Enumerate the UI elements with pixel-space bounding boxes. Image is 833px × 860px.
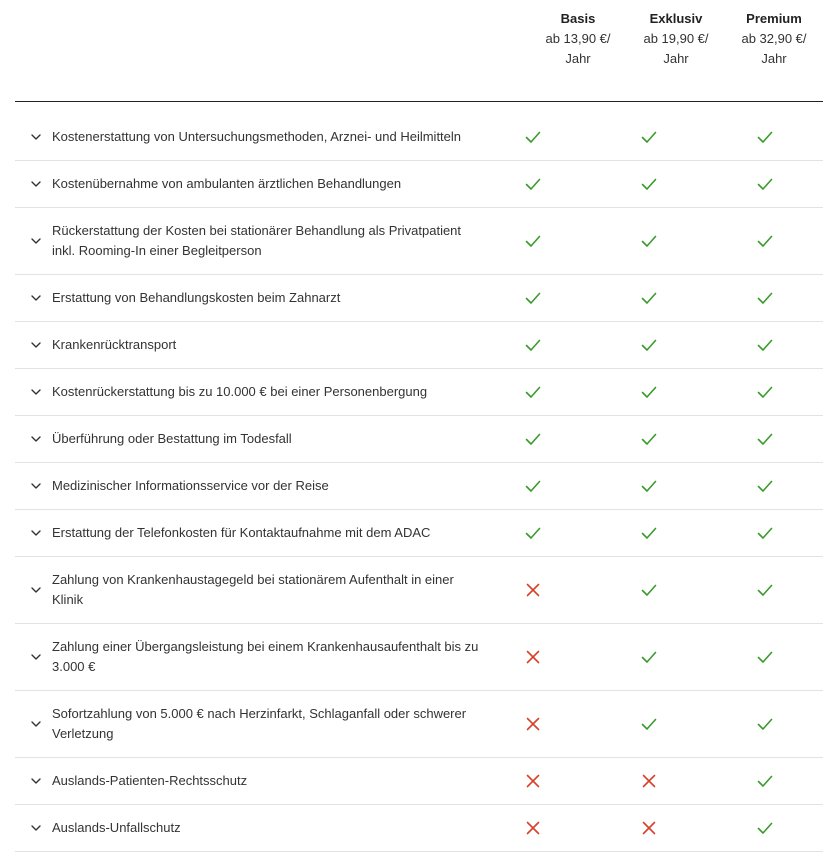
check-icon	[756, 128, 774, 146]
check-icon	[640, 232, 658, 250]
check-icon	[640, 477, 658, 495]
feature-row[interactable]	[15, 114, 823, 161]
feature-row[interactable]	[15, 416, 823, 463]
check-icon	[640, 175, 658, 193]
check-icon	[756, 336, 774, 354]
feature-label: Zahlung von Krankenhaustagegeld bei stationärem Aufenthalt in einer Klinik	[52, 572, 454, 607]
plan-price: ab 32,90 €/	[741, 31, 807, 46]
check-icon	[524, 289, 542, 307]
check-icon	[640, 715, 658, 733]
check-icon	[756, 524, 774, 542]
plan-price: ab 19,90 €/	[643, 31, 709, 46]
feature-label: Erstattung von Behandlungskosten beim Zahnarzt	[52, 290, 341, 305]
chevron-down-icon[interactable]	[29, 821, 43, 835]
check-icon	[524, 383, 542, 401]
feature-row[interactable]	[15, 369, 823, 416]
check-icon	[756, 819, 774, 837]
feature-label: Kostenrückerstattung bis zu 10.000 € bei einer Personenbergung	[52, 384, 428, 399]
check-icon	[524, 477, 542, 495]
plan-name: Exklusiv	[649, 11, 703, 26]
feature-label: Auslands-Unfallschutz	[52, 820, 181, 835]
check-icon	[640, 383, 658, 401]
comparison-header	[15, 0, 823, 102]
chevron-down-icon[interactable]	[29, 338, 43, 352]
check-icon	[640, 430, 658, 448]
feature-row[interactable]	[15, 758, 823, 805]
check-icon	[640, 289, 658, 307]
cross-icon	[640, 772, 658, 790]
check-icon	[524, 336, 542, 354]
feature-row[interactable]	[15, 805, 823, 852]
feature-label: Erstattung der Telefonkosten für Kontaktaufnahme mit dem ADAC	[52, 525, 431, 540]
chevron-down-icon[interactable]	[29, 774, 43, 788]
plan-period: Jahr	[565, 51, 591, 66]
check-icon	[640, 336, 658, 354]
feature-label: Sofortzahlung von 5.000 € nach Herzinfarkt, Schlaganfall oder schwerer Verletzung	[52, 706, 467, 741]
feature-label: Kostenerstattung von Untersuchungsmethoden, Arznei- und Heilmitteln	[52, 129, 462, 144]
plan-name: Premium	[746, 11, 802, 26]
feature-list	[15, 102, 823, 852]
plan-exklusiv	[636, 9, 716, 69]
feature-label: Überführung oder Bestattung im Todesfall	[52, 431, 292, 446]
chevron-down-icon[interactable]	[29, 432, 43, 446]
cross-icon	[640, 819, 658, 837]
feature-label: Auslands-Patienten-Rechtsschutz	[52, 773, 248, 788]
plan-premium	[734, 9, 814, 69]
check-icon	[756, 477, 774, 495]
plan-period: Jahr	[663, 51, 689, 66]
feature-label: Zahlung einer Übergangsleistung bei einem Krankenhausaufenthalt bis zu 3.000 €	[52, 639, 479, 674]
chevron-down-icon[interactable]	[29, 650, 43, 664]
check-icon	[640, 128, 658, 146]
check-icon	[524, 175, 542, 193]
check-icon	[756, 232, 774, 250]
check-icon	[640, 648, 658, 666]
feature-row[interactable]	[15, 322, 823, 369]
chevron-down-icon[interactable]	[29, 130, 43, 144]
feature-label: Medizinischer Informationsservice vor der Reise	[52, 478, 329, 493]
check-icon	[524, 128, 542, 146]
feature-row[interactable]	[15, 691, 823, 758]
check-icon	[756, 581, 774, 599]
feature-row[interactable]	[15, 624, 823, 691]
check-icon	[756, 430, 774, 448]
check-icon	[524, 524, 542, 542]
feature-row[interactable]	[15, 275, 823, 322]
feature-row[interactable]	[15, 510, 823, 557]
chevron-down-icon[interactable]	[29, 526, 43, 540]
check-icon	[524, 232, 542, 250]
plan-period: Jahr	[761, 51, 787, 66]
check-icon	[524, 430, 542, 448]
feature-row[interactable]	[15, 208, 823, 275]
feature-label: Rückerstattung der Kosten bei stationärer Behandlung als Privatpatient inkl. Rooming-In einer Begleitperson	[52, 223, 462, 258]
chevron-down-icon[interactable]	[29, 177, 43, 191]
plan-name: Basis	[560, 11, 596, 26]
chevron-down-icon[interactable]	[29, 717, 43, 731]
cross-icon	[524, 715, 542, 733]
check-icon	[640, 524, 658, 542]
feature-row[interactable]	[15, 161, 823, 208]
check-icon	[640, 581, 658, 599]
plan-basis	[538, 9, 618, 69]
check-icon	[756, 715, 774, 733]
cross-icon	[524, 772, 542, 790]
chevron-down-icon[interactable]	[29, 234, 43, 248]
cross-icon	[524, 648, 542, 666]
chevron-down-icon[interactable]	[29, 385, 43, 399]
chevron-down-icon[interactable]	[29, 291, 43, 305]
check-icon	[756, 383, 774, 401]
chevron-down-icon[interactable]	[29, 583, 43, 597]
feature-label: Krankenrücktransport	[52, 337, 177, 352]
cross-icon	[524, 581, 542, 599]
check-icon	[756, 772, 774, 790]
check-icon	[756, 648, 774, 666]
check-icon	[756, 175, 774, 193]
cross-icon	[524, 819, 542, 837]
feature-row[interactable]	[15, 557, 823, 624]
feature-label: Kostenübernahme von ambulanten ärztlichen Behandlungen	[52, 176, 402, 191]
feature-row[interactable]	[15, 463, 823, 510]
chevron-down-icon[interactable]	[29, 479, 43, 493]
check-icon	[756, 289, 774, 307]
plan-price: ab 13,90 €/	[545, 31, 611, 46]
